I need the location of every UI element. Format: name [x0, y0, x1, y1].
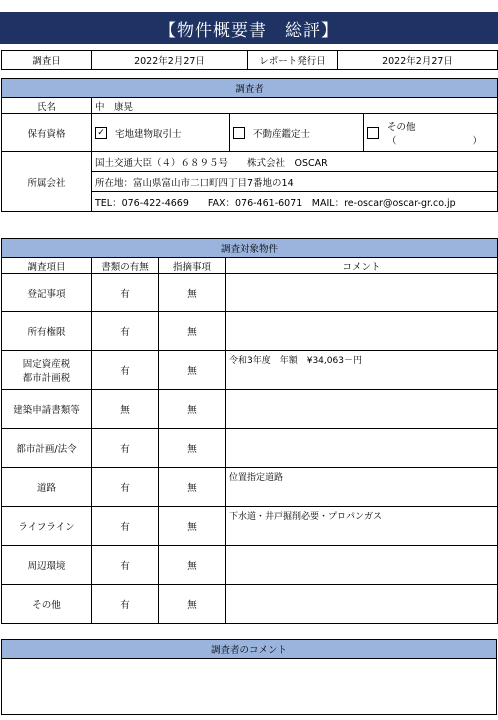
row-docs: 有: [92, 507, 159, 546]
col-header-docs: 書類の有無: [92, 258, 159, 274]
row-comment: [226, 390, 498, 429]
row-comment: 位置指定道路: [226, 468, 498, 507]
row-item: 都市計画/法令: [2, 429, 92, 468]
dates-table: [1, 50, 498, 70]
subject-section-header: 調査対象物件: [2, 239, 498, 258]
checkbox[interactable]: ✓: [95, 127, 107, 139]
survey-date-label: 調査日: [2, 51, 92, 70]
qualification-option: [92, 114, 230, 152]
row-notes: 無: [159, 585, 226, 624]
company-address: 所在地：富山県富山市二口町四丁目7番地の14: [92, 172, 498, 192]
row-item: 周辺環境: [2, 546, 92, 585]
other-qualification-paren: （ ）: [387, 135, 483, 147]
col-header-item: 調査項目: [2, 258, 92, 274]
qualification-option: [230, 114, 364, 152]
investigator-table: [1, 78, 498, 212]
row-item: 所有権限: [2, 312, 92, 351]
row-notes: 無: [159, 468, 226, 507]
row-comment: 令和3年度 年額 ¥34,063－円: [226, 351, 498, 390]
investigator-comment-header: 調査者のコメント: [2, 640, 497, 659]
row-item-line: 固定資産税: [22, 359, 71, 370]
row-comment: [226, 429, 498, 468]
row-docs: 有: [92, 274, 159, 312]
report-date-label: レポート発行日: [248, 51, 338, 70]
qualification-option: [364, 114, 498, 152]
row-item: その他: [2, 585, 92, 624]
company-line: 国土交通大臣（４）６８９５号 株式会社 OSCAR: [92, 152, 498, 172]
survey-date: 2022年2月27日: [92, 51, 248, 70]
qualification-label-text: 不動産鑑定士: [253, 128, 311, 140]
row-notes: 無: [159, 546, 226, 585]
investigator-comment-body[interactable]: [2, 659, 497, 715]
row-item: 登記事項: [2, 274, 92, 312]
row-comment: 下水道・井戸掘削必要・プロパンガス: [226, 507, 498, 546]
checkbox[interactable]: [233, 127, 245, 139]
row-item: 道路: [2, 468, 92, 507]
row-docs: 無: [92, 390, 159, 429]
report-date: 2022年2月27日: [338, 51, 498, 70]
row-comment: [226, 585, 498, 624]
row-item: 建築申請書類等: [2, 390, 92, 429]
row-docs: 有: [92, 312, 159, 351]
row-item: [2, 351, 92, 390]
company-label: 所属会社: [2, 152, 92, 212]
col-header-comment: コメント: [226, 258, 498, 274]
row-docs: 有: [92, 546, 159, 585]
row-notes: 無: [159, 507, 226, 546]
investigator-name: 中 康晃: [92, 98, 498, 114]
checkbox[interactable]: [367, 127, 379, 139]
investigator-comment-table: [1, 639, 497, 715]
col-header-notes: 指摘事項: [159, 258, 226, 274]
row-comment: [226, 546, 498, 585]
page-title: 【物件概要書 総評】: [0, 12, 498, 44]
qualification-label-text: 宅地建物取引士: [115, 128, 182, 140]
name-label: 氏名: [2, 98, 92, 114]
row-item-line: 都市計画税: [22, 373, 71, 384]
row-docs: 有: [92, 468, 159, 507]
company-contact: TEL：076-422-4669 FAX：076-461-6071 MAIL：re-oscar@oscar-gr.co.jp: [92, 192, 498, 212]
row-docs: 有: [92, 429, 159, 468]
qualification-label: 保有資格: [2, 114, 92, 152]
row-notes: 無: [159, 312, 226, 351]
row-item: ライフライン: [2, 507, 92, 546]
row-notes: 無: [159, 390, 226, 429]
row-notes: 無: [159, 351, 226, 390]
investigator-section-header: 調査者: [2, 79, 498, 98]
row-docs: 有: [92, 351, 159, 390]
row-notes: 無: [159, 429, 226, 468]
subject-table: [1, 238, 498, 624]
qualification-label-text: その他: [387, 121, 416, 133]
row-comment: [226, 312, 498, 351]
row-docs: 有: [92, 585, 159, 624]
row-comment: [226, 274, 498, 312]
row-notes: 無: [159, 274, 226, 312]
